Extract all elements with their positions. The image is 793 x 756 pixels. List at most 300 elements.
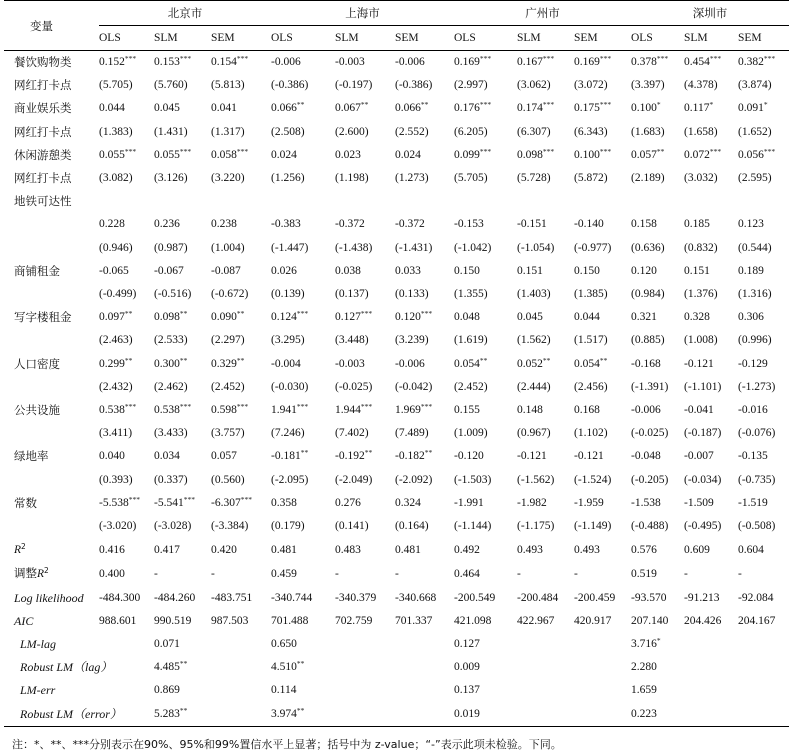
table-cell: 421.098	[454, 614, 492, 627]
table-cell: 0.154***	[211, 54, 249, 68]
table-cell: 0.044	[574, 311, 600, 324]
table-cell: 0.158	[631, 218, 657, 231]
table-cell: 0.127	[454, 638, 480, 651]
table-cell: (2.452)	[454, 380, 488, 393]
table-cell: (1.652)	[738, 125, 772, 138]
regression-results-table	[4, 0, 789, 727]
table-cell: 0.238	[211, 218, 237, 231]
table-cell	[517, 656, 574, 679]
table-cell: 4.510**	[271, 659, 305, 674]
model-header: OLS	[631, 26, 684, 51]
table-cell: (7.402)	[335, 427, 369, 440]
table-cell: 207.140	[631, 614, 669, 627]
table-cell: -	[684, 567, 688, 580]
table-cell: 0.019	[454, 703, 517, 727]
table-cell: 0.492	[454, 543, 480, 556]
table-footnote: 注：*、**、***分别表示在90%、95%和99%置信水平上显著；括号中为 z-value；“-”表示此项未检验。下同。	[12, 738, 562, 751]
table-cell: 1.944***	[335, 402, 373, 417]
table-cell: 0.057**	[631, 146, 665, 161]
row-label: 写字楼租金	[14, 310, 72, 325]
table-cell: 0.044	[99, 102, 125, 115]
row-label: $R^2$	[14, 542, 26, 557]
city-header: 上海市	[271, 1, 454, 26]
table-cell: 0.055***	[99, 146, 137, 161]
table-cell: (5.813)	[211, 79, 245, 92]
table-cell: (-0.030)	[271, 380, 309, 393]
table-cell: -0.182**	[395, 448, 433, 463]
row-label	[4, 422, 99, 445]
row-label: 公共设施	[14, 403, 60, 418]
table-cell: (0.967)	[517, 427, 551, 440]
table-cell: 0.072***	[684, 146, 722, 161]
table-cell: (-0.025)	[335, 380, 373, 393]
table-cell: 988.601	[99, 614, 137, 627]
table-cell: (4.378)	[684, 79, 718, 92]
row-label: 常数	[14, 495, 37, 510]
table-cell: 2.280	[631, 661, 657, 674]
table-row	[4, 633, 789, 656]
table-cell: -0.006	[631, 404, 661, 417]
table-cell: (3.874)	[738, 79, 772, 92]
table-cell: (1.376)	[684, 288, 718, 301]
table-cell: -0.383	[271, 218, 301, 231]
table-cell: (2.600)	[335, 125, 369, 138]
table-cell: -0.041	[684, 404, 714, 417]
table-cell: 4.485**	[154, 659, 188, 674]
table-cell: (1.683)	[631, 125, 665, 138]
table-cell: 0.071	[154, 638, 180, 651]
table-cell: (0.137)	[335, 288, 369, 301]
table-row	[4, 353, 789, 376]
table-cell: (3.397)	[631, 79, 665, 92]
table-cell: -92.084	[738, 591, 774, 604]
row-label	[4, 237, 99, 260]
table-cell: 0.650	[271, 638, 297, 651]
table-cell: -200.549	[454, 591, 496, 604]
table-cell: 0.493	[574, 543, 600, 556]
table-row	[4, 656, 789, 679]
table-cell: (7.246)	[271, 427, 305, 440]
table-row	[4, 74, 789, 97]
table-cell: 0.604	[738, 543, 764, 556]
table-cell: 0.057	[211, 450, 237, 463]
table-cell: -91.213	[684, 591, 720, 604]
table-cell: (1.658)	[684, 125, 718, 138]
table-cell: (1.008)	[684, 334, 718, 347]
table-cell: (2.462)	[154, 380, 188, 393]
table-row	[4, 329, 789, 352]
table-cell: (-0.516)	[154, 288, 192, 301]
table-cell: 1.941***	[271, 402, 309, 417]
table-cell: (3.433)	[154, 427, 188, 440]
table-cell: (5.705)	[454, 172, 488, 185]
table-cell: -0.016	[738, 404, 768, 417]
table-cell: 0.045	[517, 311, 543, 324]
table-cell: 702.759	[335, 614, 373, 627]
table-cell: -0.048	[631, 450, 661, 463]
table-cell: 0.091*	[738, 100, 768, 115]
table-cell: 0.420	[211, 543, 237, 556]
table-cell: 420.917	[574, 614, 612, 627]
table-cell: 0.189	[738, 264, 764, 277]
table-cell	[335, 633, 395, 656]
table-cell: 0.358	[271, 496, 297, 509]
table-cell	[517, 633, 574, 656]
table-cell: 0.155	[454, 404, 480, 417]
table-cell: -0.153	[454, 218, 484, 231]
table-cell: (-0.735)	[738, 473, 776, 486]
model-header: SLM	[154, 26, 211, 51]
table-cell: (-2.092)	[395, 473, 433, 486]
table-cell: -93.570	[631, 591, 667, 604]
table-cell: 0.024	[395, 148, 421, 161]
row-label: 餐饮购物类	[14, 55, 72, 69]
city-header: 深圳市	[631, 1, 789, 26]
table-cell: (2.297)	[211, 334, 245, 347]
table-cell: -0.129	[738, 357, 768, 370]
table-cell: (1.619)	[454, 334, 488, 347]
table-cell: 0.400	[99, 567, 125, 580]
table-cell: (-0.386)	[395, 79, 433, 92]
table-cell: 0.041	[211, 102, 237, 115]
header-row-cities	[4, 1, 789, 26]
table-cell: 0.098***	[517, 146, 555, 161]
table-cell: -0.065	[99, 264, 129, 277]
table-cell: 0.024	[271, 148, 297, 161]
table-cell	[684, 190, 738, 213]
table-row	[4, 213, 789, 236]
table-cell: 0.454***	[684, 54, 722, 68]
table-cell: (-1.431)	[395, 241, 433, 254]
variable-header: 变量	[4, 1, 99, 51]
row-label: AIC	[14, 613, 34, 628]
table-cell: 0.100***	[574, 146, 612, 161]
model-header: SEM	[574, 26, 631, 51]
table-row	[4, 422, 789, 445]
table-cell	[211, 656, 271, 679]
table-cell: (0.946)	[99, 241, 133, 254]
row-label: LM-lag	[20, 637, 56, 652]
table-cell: (-2.049)	[335, 473, 373, 486]
table-cell: -1.509	[684, 496, 714, 509]
table-cell: (-1.042)	[454, 241, 492, 254]
table-cell: -340.668	[395, 591, 437, 604]
table-cell: 0.137	[454, 684, 480, 697]
table-cell	[574, 656, 631, 679]
row-label	[4, 469, 99, 492]
table-cell: 0.175***	[574, 100, 612, 115]
table-cell: (7.489)	[395, 427, 429, 440]
table-cell: 0.009	[454, 661, 480, 674]
table-cell: (1.562)	[517, 334, 551, 347]
table-cell: (-1.447)	[271, 241, 309, 254]
table-cell: -	[395, 567, 399, 580]
table-cell: 0.185	[684, 218, 710, 231]
table-cell: -200.459	[574, 591, 616, 604]
table-cell: 0.464	[454, 567, 480, 580]
table-cell: (-3.020)	[99, 520, 137, 533]
table-cell: (0.133)	[395, 288, 429, 301]
table-cell: (1.403)	[517, 288, 551, 301]
table-cell: 0.300**	[154, 355, 188, 370]
table-cell: 0.034	[154, 450, 180, 463]
table-cell: -200.484	[517, 591, 559, 604]
table-cell: -0.372	[395, 218, 425, 231]
table-cell: 5.283**	[154, 703, 211, 727]
table-cell: (1.316)	[738, 288, 772, 301]
table-cell: -5.541***	[154, 494, 195, 509]
table-cell: -0.006	[395, 56, 425, 68]
table-cell: 0.026	[271, 264, 297, 277]
table-cell	[574, 633, 631, 656]
table-cell: (0.164)	[395, 520, 429, 533]
table-cell: -6.307***	[211, 494, 252, 509]
row-label	[4, 376, 99, 399]
table-cell: -340.744	[271, 591, 313, 604]
table-cell: 0.054**	[454, 355, 488, 370]
table-cell: (-1.562)	[517, 473, 555, 486]
table-cell: (0.832)	[684, 241, 718, 254]
table-cell	[99, 633, 154, 656]
table-cell: (-0.495)	[684, 520, 722, 533]
table-cell: (1.256)	[271, 172, 305, 185]
city-header: 广州市	[454, 1, 631, 26]
table-cell: 0.493	[517, 543, 543, 556]
table-row	[4, 469, 789, 492]
table-cell: -0.168	[631, 357, 661, 370]
table-cell: -0.121	[517, 450, 547, 463]
table-cell: -0.003	[335, 357, 365, 370]
table-cell: 0.538***	[99, 402, 137, 417]
table-cell: (2.595)	[738, 172, 772, 185]
table-row	[4, 121, 789, 144]
table-cell: -1.959	[574, 496, 604, 509]
table-cell: 0.048	[454, 311, 480, 324]
table-cell	[574, 703, 631, 727]
table-cell: 0.174***	[517, 100, 555, 115]
table-cell: 0.052**	[517, 355, 551, 370]
table-row	[4, 167, 789, 190]
table-cell: (6.343)	[574, 125, 608, 138]
table-cell: 990.519	[154, 614, 192, 627]
table-cell	[574, 190, 631, 213]
table-cell: (-1.054)	[517, 241, 555, 254]
table-cell: 0.168	[574, 404, 600, 417]
table-cell: 0.416	[99, 543, 125, 556]
row-label: Robust LM（lag）	[20, 660, 113, 675]
table-cell: 987.503	[211, 614, 249, 627]
table-row	[4, 306, 789, 329]
table-cell: 0.169***	[454, 54, 492, 68]
table-cell	[738, 703, 789, 727]
table-cell: 0.058***	[211, 146, 249, 161]
row-label: 休闲游憩类	[14, 147, 72, 162]
table-cell: (0.984)	[631, 288, 665, 301]
header-row-models	[4, 26, 789, 51]
table-cell: 0.127***	[335, 309, 373, 324]
row-label: 网红打卡点	[14, 124, 72, 139]
row-label: 网红打卡点	[14, 78, 72, 93]
table-cell: 0.056***	[738, 146, 776, 161]
table-cell: 0.481	[395, 543, 421, 556]
table-row	[4, 144, 789, 167]
table-cell: -5.538***	[99, 494, 140, 509]
table-cell	[395, 703, 454, 727]
table-cell: 0.869	[154, 684, 180, 697]
row-label: 商业娱乐类	[14, 101, 72, 116]
table-cell: (1.385)	[574, 288, 608, 301]
table-row	[4, 587, 789, 610]
table-cell: -	[211, 567, 215, 580]
table-cell: 0.023	[335, 148, 361, 161]
table-cell: -0.181**	[271, 448, 309, 463]
table-cell: 204.426	[684, 614, 722, 627]
table-cell: (0.141)	[335, 520, 369, 533]
table-cell: (-0.386)	[271, 79, 309, 92]
table-cell: 0.124***	[271, 309, 309, 324]
city-header: 北京市	[99, 1, 271, 26]
table-cell	[454, 190, 517, 213]
table-cell: (-0.977)	[574, 241, 612, 254]
table-cell: (-1.175)	[517, 520, 555, 533]
table-cell: (3.757)	[211, 427, 245, 440]
table-cell: 0.033	[395, 264, 421, 277]
table-row	[4, 97, 789, 120]
table-cell: (1.102)	[574, 427, 608, 440]
table-row	[4, 283, 789, 306]
table-cell: (3.448)	[335, 334, 369, 347]
table-cell: 0.483	[335, 543, 361, 556]
table-cell	[395, 656, 454, 679]
table-cell: (-0.042)	[395, 380, 433, 393]
table-row	[4, 445, 789, 468]
table-cell: (0.179)	[271, 520, 305, 533]
table-cell	[395, 190, 454, 213]
table-cell	[684, 656, 738, 679]
table-cell: (1.355)	[454, 288, 488, 301]
table-cell: (-0.025)	[631, 427, 669, 440]
table-cell: -0.003	[335, 56, 365, 68]
row-label	[4, 283, 99, 306]
table-cell: 0.090**	[211, 309, 245, 324]
model-header: OLS	[271, 26, 335, 51]
table-row	[4, 610, 789, 633]
table-cell: (0.560)	[211, 473, 245, 486]
table-cell	[738, 656, 789, 679]
table-row	[4, 538, 789, 562]
table-cell: (-1.144)	[454, 520, 492, 533]
table-cell: -1.982	[517, 496, 547, 509]
table-cell: 0.321	[631, 311, 657, 324]
table-cell: (-1.503)	[454, 473, 492, 486]
table-cell: -	[154, 567, 158, 580]
table-row	[4, 399, 789, 422]
table-cell	[211, 679, 271, 702]
table-cell: 0.148	[517, 404, 543, 417]
table-cell: (6.307)	[517, 125, 551, 138]
table-cell: 1.969***	[395, 402, 433, 417]
table-cell: (-1.101)	[684, 380, 722, 393]
table-cell: -1.519	[738, 496, 768, 509]
model-header: SLM	[517, 26, 574, 51]
table-cell: 0.100*	[631, 100, 661, 115]
table-cell: -	[335, 567, 339, 580]
table-cell: (3.220)	[211, 172, 245, 185]
table-cell: 0.519	[631, 567, 657, 580]
table-cell: -0.140	[574, 218, 604, 231]
table-cell: 0.299**	[99, 355, 133, 370]
row-label: 人口密度	[14, 356, 60, 371]
table-cell: 0.167***	[517, 54, 555, 68]
table-cell: (-0.197)	[335, 79, 373, 92]
table-cell: 0.324	[395, 496, 421, 509]
table-row	[4, 190, 789, 213]
table-cell: -	[738, 567, 742, 580]
row-label: 调整$R^2$	[14, 566, 49, 581]
table-cell	[738, 679, 789, 702]
table-cell: 0.576	[631, 543, 657, 556]
table-cell	[517, 679, 574, 702]
table-cell: (3.295)	[271, 334, 305, 347]
table-cell: -484.300	[99, 591, 141, 604]
table-cell: (-1.524)	[574, 473, 612, 486]
table-cell: 0.459	[271, 567, 297, 580]
table-cell: 0.598***	[211, 402, 249, 417]
table-cell: (1.273)	[395, 172, 429, 185]
table-cell: -0.006	[395, 357, 425, 370]
table-cell	[684, 633, 738, 656]
table-cell: 0.120***	[395, 309, 433, 324]
table-cell: 0.481	[271, 543, 297, 556]
row-label	[4, 213, 99, 236]
model-header: OLS	[99, 26, 154, 51]
row-label: 绿地率	[14, 449, 49, 464]
table-cell: 3.716*	[631, 636, 661, 651]
table-cell: (0.337)	[154, 473, 188, 486]
table-cell: (3.062)	[517, 79, 551, 92]
table-cell: 0.120	[631, 264, 657, 277]
table-row	[4, 260, 789, 283]
table-cell: -340.379	[335, 591, 377, 604]
table-cell	[335, 703, 395, 727]
table-cell: 0.099***	[454, 146, 492, 161]
table-cell: 0.151	[684, 264, 710, 277]
model-header: OLS	[454, 26, 517, 51]
table-cell: (5.705)	[99, 79, 133, 92]
table-row	[4, 492, 789, 515]
table-cell: 0.328	[684, 311, 710, 324]
table-row	[4, 376, 789, 399]
row-label: LM-err	[20, 683, 56, 698]
row-label	[4, 329, 99, 352]
table-cell: 0.151	[517, 264, 543, 277]
table-cell: 0.066**	[271, 100, 305, 115]
table-cell	[211, 703, 271, 727]
table-cell: (0.393)	[99, 473, 133, 486]
table-cell	[574, 679, 631, 702]
table-cell: -	[574, 567, 578, 580]
table-cell: (-1.149)	[574, 520, 612, 533]
table-cell: (2.189)	[631, 172, 665, 185]
table-cell: -1.991	[454, 496, 484, 509]
row-label: 商铺租金	[14, 263, 60, 278]
table-cell: -0.135	[738, 450, 768, 463]
table-cell: (2.432)	[99, 380, 133, 393]
table-cell: 0.054**	[574, 355, 608, 370]
table-cell	[271, 190, 335, 213]
table-cell: -0.121	[684, 357, 714, 370]
table-cell: 422.967	[517, 614, 555, 627]
